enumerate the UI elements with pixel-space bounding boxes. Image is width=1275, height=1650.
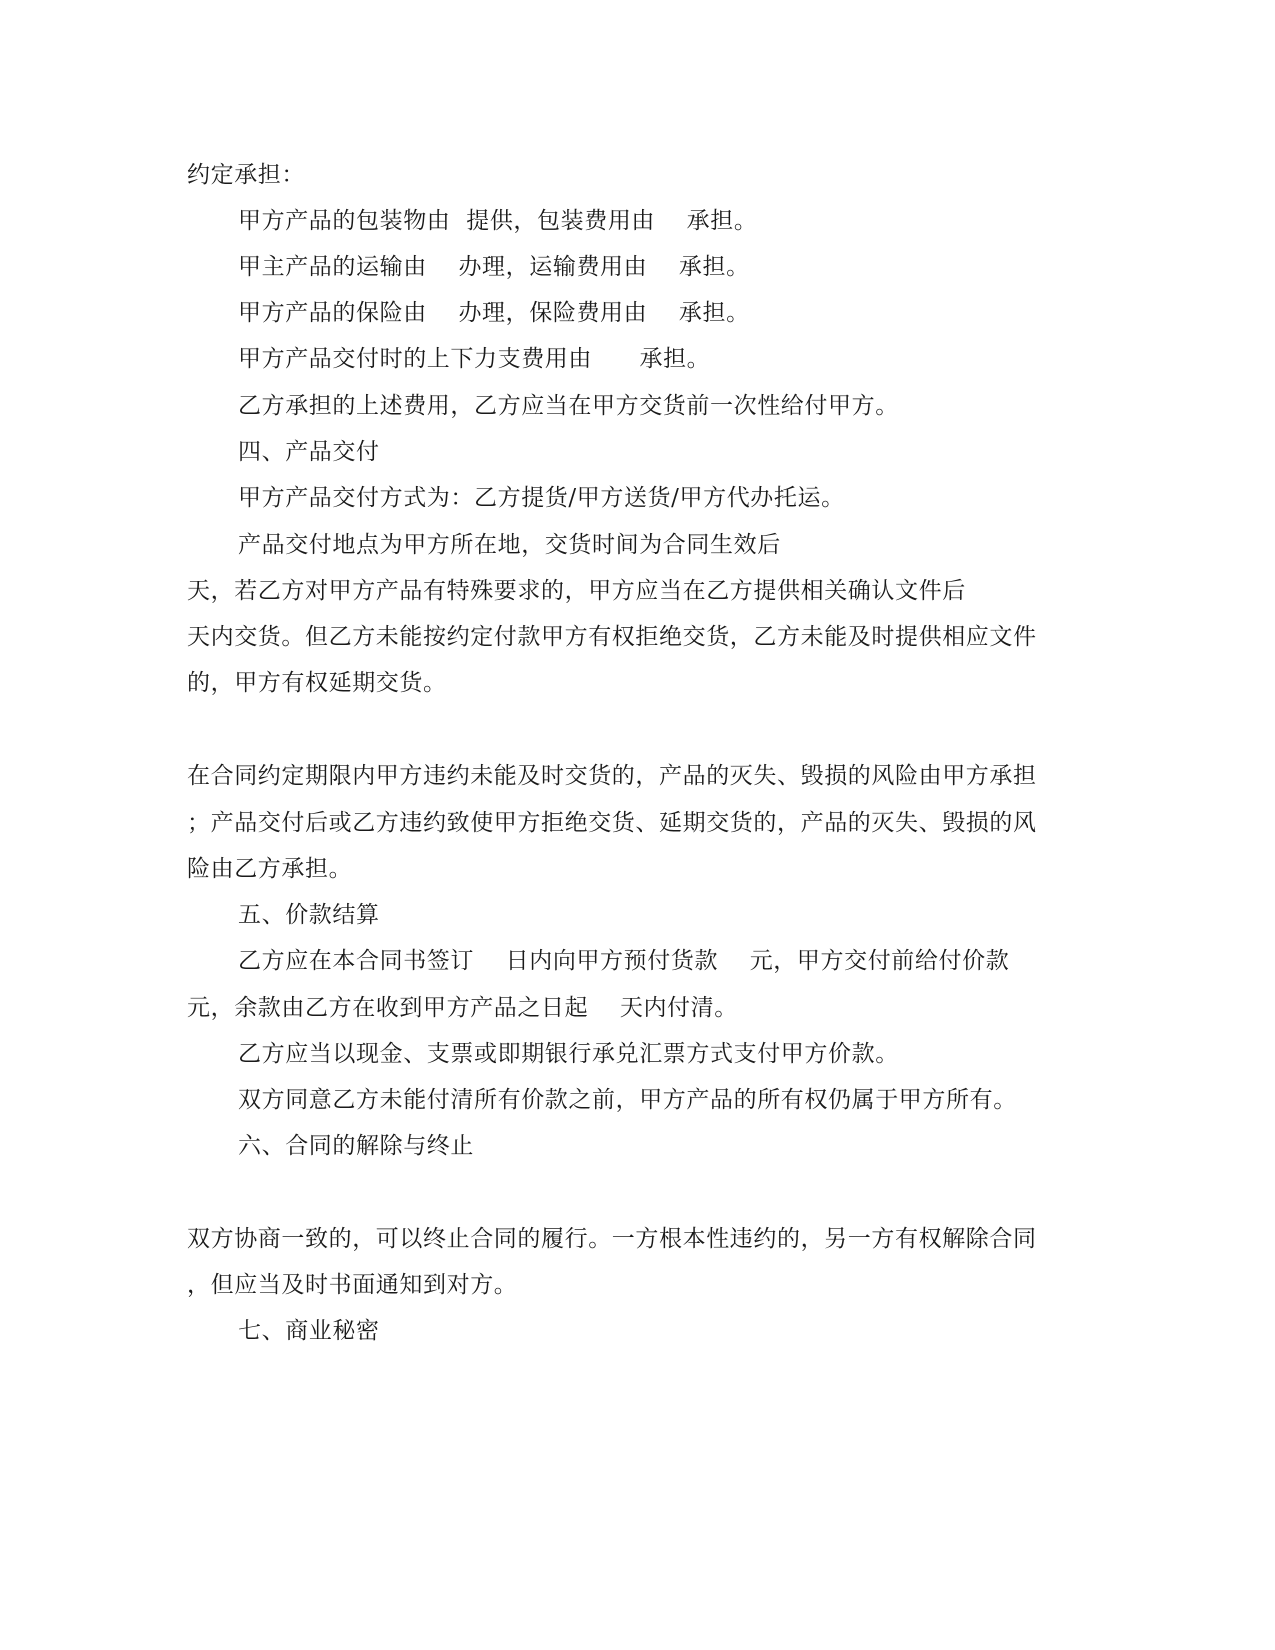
- text-line-insurance: 甲方产品的保险由 办理，保险费用由 承担。: [238, 300, 750, 326]
- text-line-transport: 甲主产品的运输由 办理，运输费用由 承担。: [238, 254, 750, 280]
- section-heading-trade-secrets: 七、商业秘密: [238, 1318, 380, 1344]
- text-line-prepayment: 乙方应在本合同书签订 日内向甲方预付货款 元，甲方交付前给付价款: [238, 948, 1010, 974]
- section-heading-termination: 六、合同的解除与终止: [238, 1133, 474, 1159]
- text-line-delivery-place: 产品交付地点为甲方所在地，交货时间为合同生效后: [238, 532, 781, 558]
- text-line-risk-transfer: ；产品交付后或乙方违约致使甲方拒绝交货、延期交货的，产品的灭失、毁损的风: [187, 810, 1037, 836]
- section-heading-delivery: 四、产品交付: [238, 439, 380, 465]
- text-line-notice: ，但应当及时书面通知到对方。: [187, 1272, 518, 1298]
- text-line-fee-payment: 乙方承担的上述费用，乙方应当在甲方交货前一次性给付甲方。: [238, 393, 899, 419]
- text-line-termination: 双方协商一致的，可以终止合同的履行。一方根本性违约的，另一方有权解除合同: [187, 1226, 1037, 1252]
- text-line-delivery-method: 甲方产品交付方式为：乙方提货/甲方送货/甲方代办托运。: [238, 485, 845, 511]
- text-line-risk-seller: 在合同约定期限内甲方违约未能及时交货的，产品的灭失、毁损的风险由甲方承担: [187, 763, 1037, 789]
- text-line-packaging: 甲方产品的包装物由 提供，包装费用由 承担。: [238, 208, 758, 234]
- text-line-ownership: 双方同意乙方未能付清所有价款之前，甲方产品的所有权仍属于甲方所有。: [238, 1087, 1017, 1113]
- text-line-risk-buyer: 险由乙方承担。: [187, 856, 353, 882]
- text-line-delivery-delay: 的，甲方有权延期交货。: [187, 670, 447, 696]
- text-line-agreed-bearing: 约定承担：: [187, 162, 305, 188]
- text-line-payment-method: 乙方应当以现金、支票或即期银行承兑汇票方式支付甲方价款。: [238, 1041, 899, 1067]
- text-line-balance: 元，余款由乙方在收到甲方产品之日起 天内付清。: [187, 995, 738, 1021]
- section-heading-settlement: 五、价款结算: [238, 902, 380, 928]
- text-line-delivery-refusal: 天内交货。但乙方未能按约定付款甲方有权拒绝交货，乙方未能及时提供相应文件: [187, 624, 1037, 650]
- text-line-special-requirements: 天，若乙方对甲方产品有特殊要求的，甲方应当在乙方提供相关确认文件后: [187, 578, 966, 604]
- text-line-loading-fees: 甲方产品交付时的上下力支费用由 承担。: [238, 346, 711, 372]
